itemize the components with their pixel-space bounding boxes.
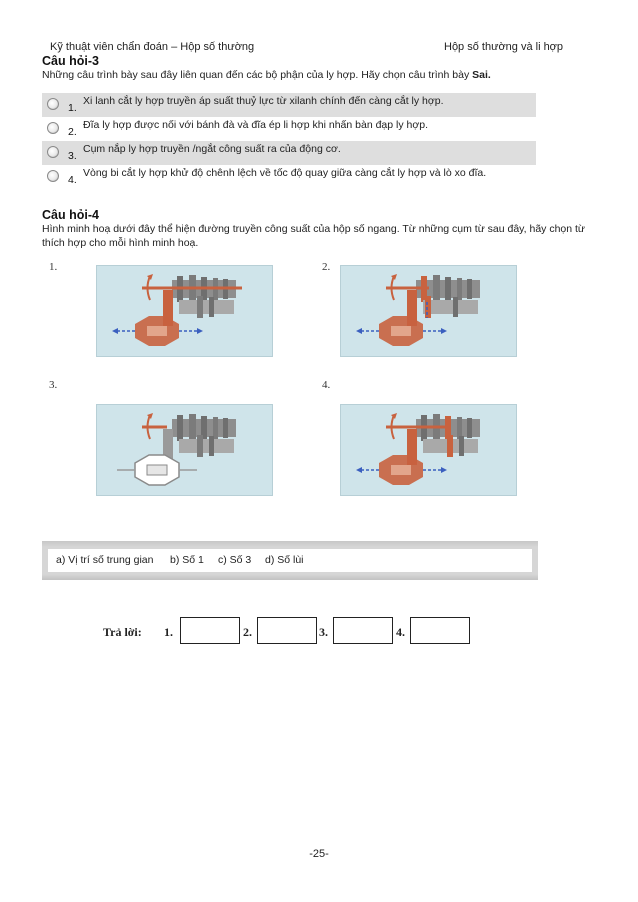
answer-slot-label-3: 3. bbox=[319, 625, 328, 639]
answer-box-3[interactable] bbox=[333, 617, 393, 644]
image-label-4: 4. bbox=[322, 379, 331, 391]
gearbox-diagram-icon bbox=[97, 405, 272, 495]
gearbox-illustration-2 bbox=[340, 265, 517, 357]
q3-prompt bbox=[42, 68, 491, 82]
answer-slot-label-4: 4. bbox=[396, 625, 405, 639]
gearbox-diagram-icon bbox=[341, 266, 516, 356]
answer-box-4[interactable] bbox=[410, 617, 470, 644]
answer-slot-label-2: 2. bbox=[243, 625, 252, 639]
q3-option-2[interactable] bbox=[42, 117, 536, 141]
gearbox-illustration-3 bbox=[96, 404, 273, 496]
page-number: -25- bbox=[309, 848, 329, 860]
q3-option-1[interactable] bbox=[42, 93, 536, 117]
radio-button-icon[interactable] bbox=[47, 122, 59, 134]
choices-bar bbox=[42, 541, 538, 580]
option-text: Vòng bi cắt ly hợp khử độ chênh lệch về tốc độ quay giữa càng cắt ly hợp và lò xo đĩa. bbox=[83, 167, 487, 179]
radio-button-icon[interactable] bbox=[47, 98, 59, 110]
choice-b: b) Số 1 bbox=[170, 554, 204, 566]
option-number: 1. bbox=[68, 102, 77, 114]
q3-prompt-main: Những câu trình bày sau đây liên quan đến các bộ phận của ly hợp. Hãy chọn câu trình bày bbox=[42, 69, 473, 81]
answer-box-2[interactable] bbox=[257, 617, 317, 644]
answer-box-1[interactable] bbox=[180, 617, 240, 644]
image-label-1: 1. bbox=[49, 261, 58, 273]
answer-label: Trả lời: bbox=[103, 625, 142, 639]
choice-d: d) Số lùi bbox=[265, 554, 304, 566]
image-label-3: 3. bbox=[49, 379, 58, 391]
q3-prompt-bold: Sai. bbox=[472, 69, 491, 81]
gearbox-diagram-icon bbox=[97, 266, 272, 356]
option-number: 2. bbox=[68, 126, 77, 138]
choice-a: a) Vị trí số trung gian bbox=[56, 554, 154, 566]
choice-c: c) Số 3 bbox=[218, 554, 252, 566]
option-text: Cụm nắp ly hợp truyền /ngắt công suất ra của động cơ. bbox=[83, 143, 341, 155]
option-text: Đĩa ly hợp được nối với bánh đà và đĩa ép li hợp khi nhấn bàn đạp ly hợp. bbox=[83, 119, 428, 131]
option-text: Xi lanh cắt ly hợp truyền áp suất thuỷ lực từ xilanh chính đến càng cắt ly hợp. bbox=[83, 95, 444, 107]
option-number: 3. bbox=[68, 150, 77, 162]
answer-slot-label-1: 1. bbox=[164, 625, 173, 639]
radio-button-icon[interactable] bbox=[47, 170, 59, 182]
q4-title: Câu hỏi-4 bbox=[42, 208, 99, 222]
radio-button-icon[interactable] bbox=[47, 146, 59, 158]
q3-title: Câu hỏi-3 bbox=[42, 54, 99, 68]
choices-panel bbox=[48, 549, 532, 572]
q3-option-4[interactable] bbox=[42, 165, 536, 189]
header-left: Kỹ thuật viên chẩn đoán – Hộp số thường bbox=[50, 41, 255, 53]
gearbox-illustration-4 bbox=[340, 404, 517, 496]
gearbox-illustration-1 bbox=[96, 265, 273, 357]
q4-prompt-line1: Hình minh hoạ dưới đây thể hiện đường truyền công suất của hộp số ngang. Từ những cụm từ sau đây, hãy chọn từ bbox=[42, 223, 585, 235]
gearbox-diagram-icon bbox=[341, 405, 516, 495]
image-label-2: 2. bbox=[322, 261, 331, 273]
header-right: Hộp số thường và li hợp bbox=[444, 41, 564, 53]
option-number: 4. bbox=[68, 174, 77, 186]
q3-option-3[interactable] bbox=[42, 141, 536, 165]
q4-prompt-line2: thích hợp cho mỗi hình minh hoạ. bbox=[42, 237, 199, 249]
